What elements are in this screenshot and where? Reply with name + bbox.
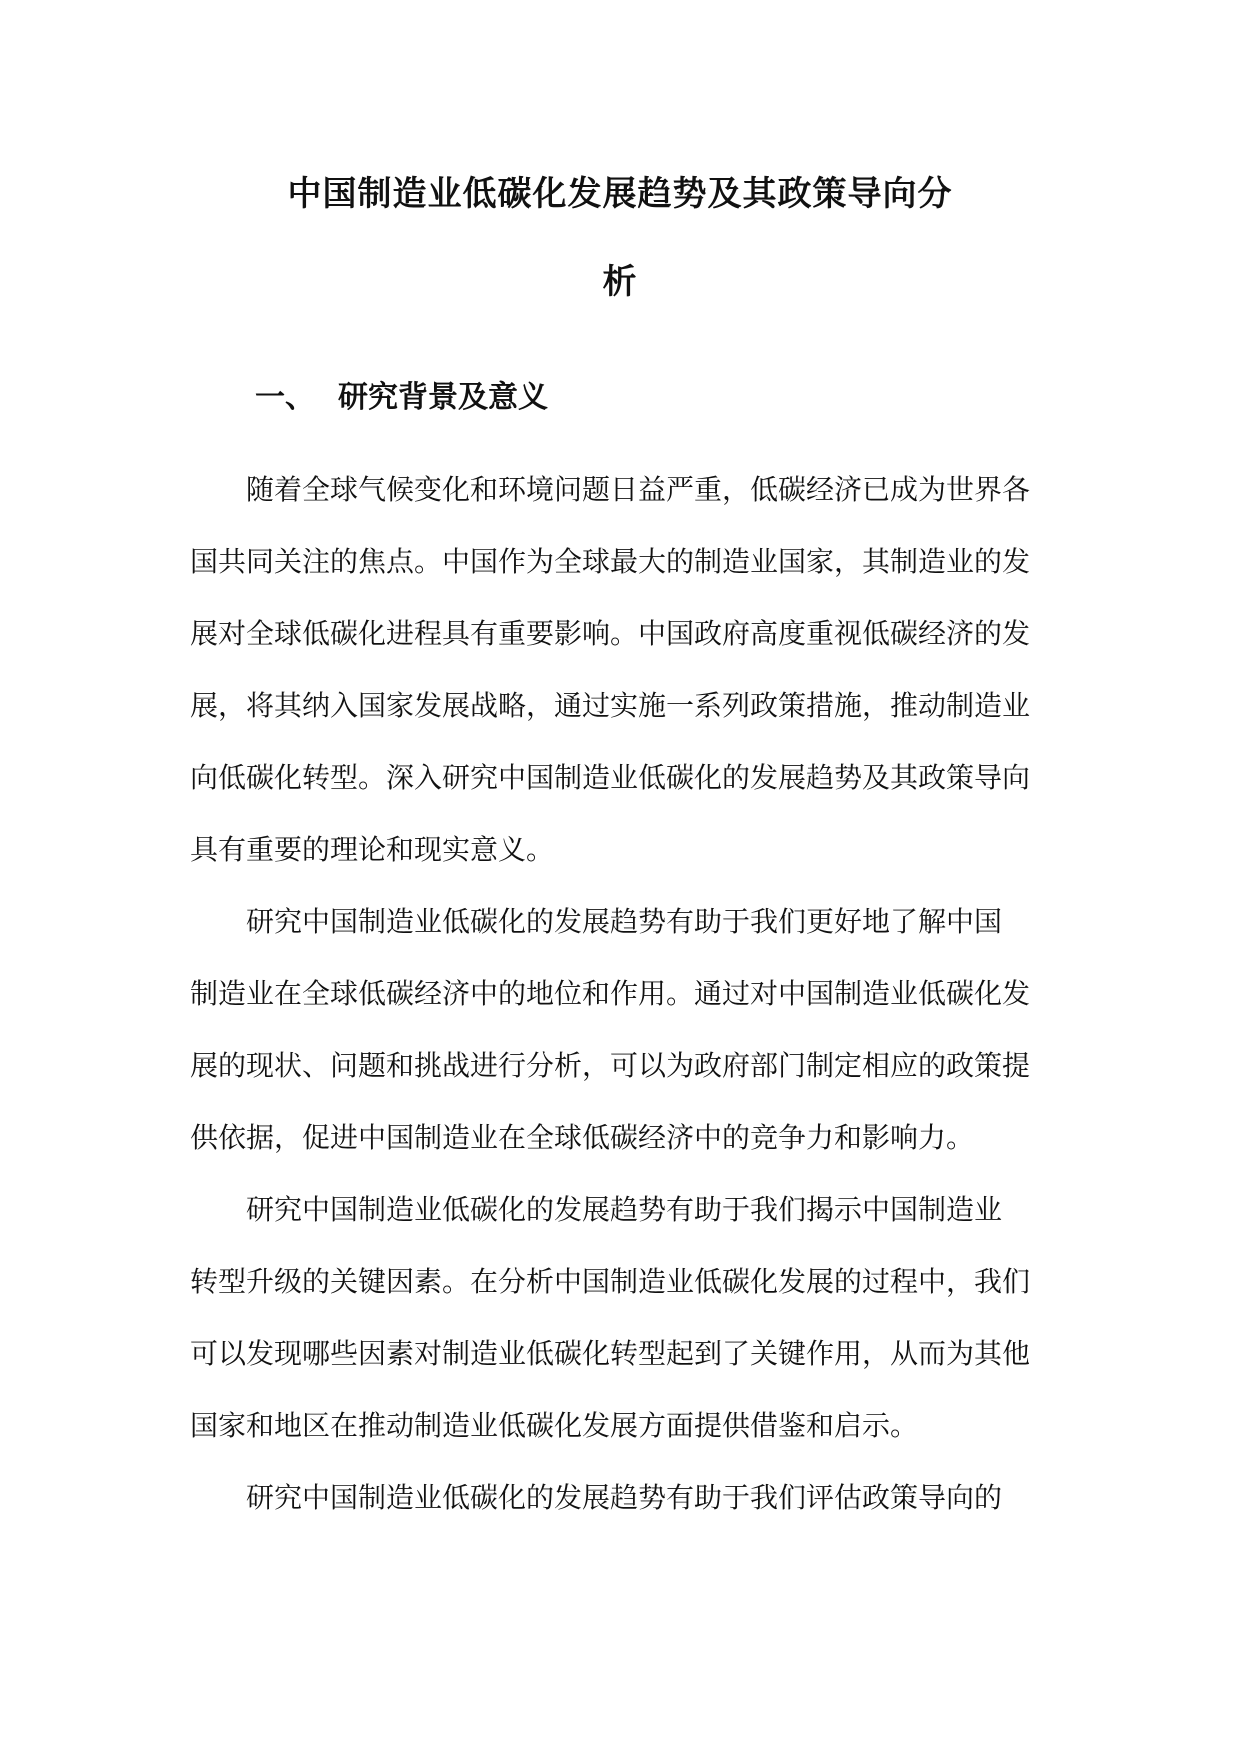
paragraph-line: 研究中国制造业低碳化的发展趋势有助于我们揭示中国制造业 xyxy=(246,1193,1003,1226)
paragraph-line: 随着全球气候变化和环境问题日益严重，低碳经济已成为世界各 xyxy=(246,473,1031,506)
paragraph-line: 展的现状、问题和挑战进行分析，可以为政府部门制定相应的政策提 xyxy=(190,1049,1031,1082)
section-heading xyxy=(255,378,548,418)
document-title xyxy=(190,150,1050,326)
paragraph-line: 国共同关注的焦点。中国作为全球最大的制造业国家，其制造业的发 xyxy=(190,545,1031,578)
paragraph-line: 研究中国制造业低碳化的发展趋势有助于我们更好地了解中国 xyxy=(246,905,1003,938)
paragraph-line: 展，将其纳入国家发展战略，通过实施一系列政策措施，推动制造业 xyxy=(190,689,1031,722)
title-line-1: 中国制造业低碳化发展趋势及其政策导向分 xyxy=(287,174,953,214)
paragraph-2 xyxy=(190,886,1060,1174)
section-heading-text: 研究背景及意义 xyxy=(338,380,548,415)
paragraph-line: 研究中国制造业低碳化的发展趋势有助于我们评估政策导向的 xyxy=(246,1481,1003,1514)
paragraph-4 xyxy=(190,1462,1060,1534)
paragraph-1 xyxy=(190,454,1060,886)
paragraph-line: 具有重要的理论和现实意义。 xyxy=(190,833,555,866)
paragraph-line: 展对全球低碳化进程具有重要影响。中国政府高度重视低碳经济的发 xyxy=(190,617,1031,650)
section-number: 一、 xyxy=(255,380,315,415)
paragraph-3 xyxy=(190,1174,1060,1462)
paragraph-line: 供依据，促进中国制造业在全球低碳经济中的竞争力和影响力。 xyxy=(190,1121,975,1154)
title-line-2: 析 xyxy=(602,262,638,302)
paragraph-line: 转型升级的关键因素。在分析中国制造业低碳化发展的过程中，我们 xyxy=(190,1265,1031,1298)
paragraph-line: 制造业在全球低碳经济中的地位和作用。通过对中国制造业低碳化发 xyxy=(190,977,1031,1010)
paragraph-line: 国家和地区在推动制造业低碳化发展方面提供借鉴和启示。 xyxy=(190,1409,919,1442)
paragraph-line: 向低碳化转型。深入研究中国制造业低碳化的发展趋势及其政策导向 xyxy=(190,761,1031,794)
paragraph-line: 可以发现哪些因素对制造业低碳化转型起到了关键作用，从而为其他 xyxy=(190,1337,1031,1370)
